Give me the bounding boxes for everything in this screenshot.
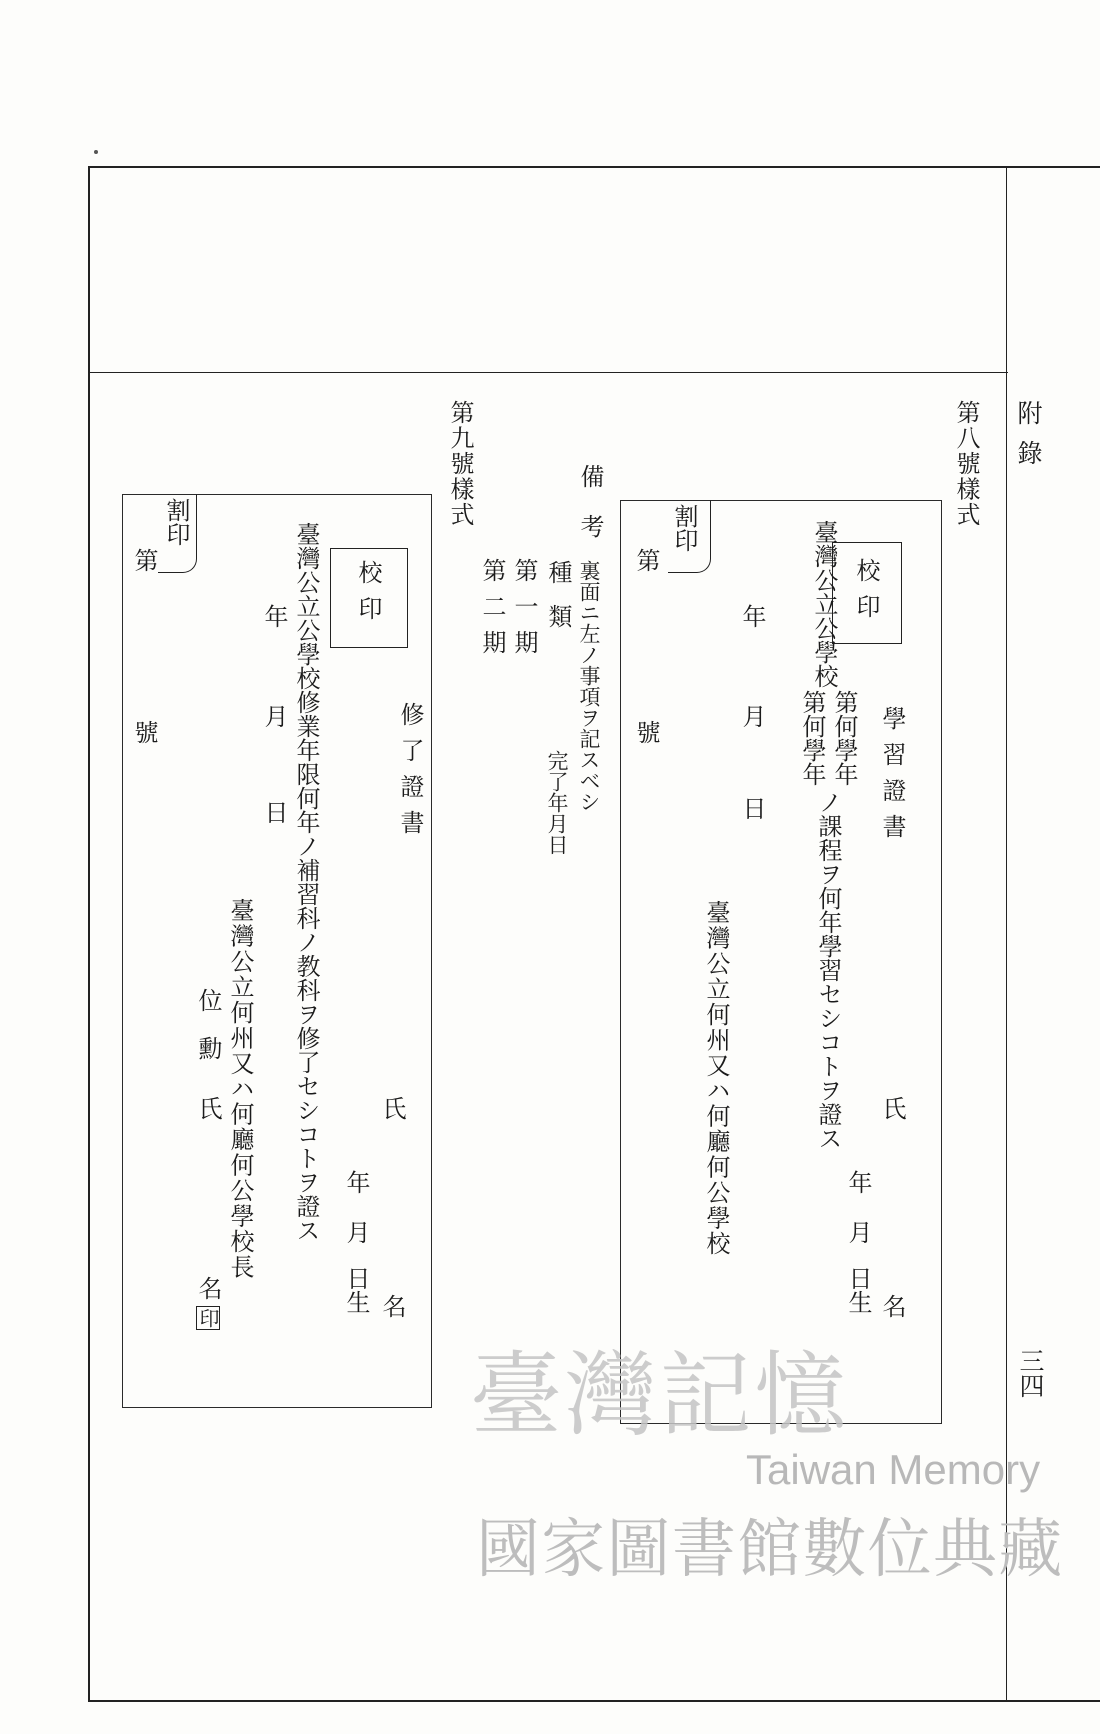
form9-number-suffix: 號: [130, 720, 158, 744]
form9-birth-month: 月: [342, 1220, 370, 1244]
form8-number-prefix: 第: [632, 548, 660, 572]
watermark-calligraphy: 臺灣記憶: [470, 1342, 850, 1449]
form8-body-rest: ノ課程ヲ何年學習セシコトヲ證ス: [814, 790, 842, 1150]
form9-school-seal: 校印: [354, 560, 382, 632]
form9-name: 名: [194, 1276, 222, 1300]
speck: [94, 150, 98, 154]
form9-surname: 氏: [194, 1096, 222, 1120]
form8-split-seal: 割印: [670, 504, 698, 552]
form8-frame-edge: [620, 500, 621, 1424]
margin-appendix-label: 附錄: [1014, 400, 1043, 480]
remarks-instruction: 裏面ニ左ノ事項ヲ記スベシ: [577, 560, 601, 812]
form9-seal-mark: 印: [196, 1308, 220, 1328]
form9-issuer: 臺灣公立何州又ハ何廳何公學校長: [226, 898, 254, 1280]
form8-body-year-b: 第何學年: [798, 690, 826, 786]
form8-date-month: 月: [738, 704, 766, 728]
form9-date-day: 日: [260, 800, 288, 824]
watermark-english: Taiwan Memory: [746, 1446, 1041, 1493]
remarks-col-type: 種: [544, 560, 572, 584]
watermark-library: 國家圖書館數位典藏: [476, 1513, 1064, 1587]
form8-title: 第八號樣式: [952, 400, 980, 528]
form8-issuer: 臺灣公立何州又ハ何廳何公學校: [702, 900, 730, 1257]
form8-date-day: 日: [738, 796, 766, 820]
form9-doc-title: 修了證書: [396, 702, 424, 846]
page-number: 三四: [1016, 1348, 1045, 1398]
form9-birth-year: 年: [342, 1170, 370, 1194]
form9-decoration: 勳: [194, 1036, 222, 1060]
form8-body-year-a: 第何學年: [830, 690, 858, 786]
form8-name-label2: 名: [878, 1294, 906, 1318]
remarks-period-2: 第二期: [478, 558, 506, 666]
form9-split-seal: 割印: [162, 498, 190, 546]
form8-birth-day: 日生: [844, 1266, 872, 1314]
form9-name-label2: 名: [378, 1294, 406, 1318]
form8-school-seal: 校印: [852, 558, 880, 630]
form9-name-label: 氏: [378, 1096, 406, 1120]
form9-body: 臺灣公立公學校修業年限何年ノ補習科ノ教科ヲ修了セシコトヲ證ス: [292, 522, 320, 1242]
form9-number-prefix: 第: [130, 548, 158, 572]
form8-doc-title: 學習證書: [878, 706, 906, 850]
remarks-period-1: 第一期: [510, 558, 538, 666]
form9-birth-day: 日生: [342, 1266, 370, 1314]
form8-birth-year: 年: [844, 1170, 872, 1194]
form9-date-month: 月: [260, 704, 288, 728]
header-rule: [88, 372, 1008, 373]
form9-rank: 位: [194, 988, 222, 1012]
form8-body-line1: 臺灣公立公學校: [810, 520, 838, 688]
form8-number-suffix: 號: [632, 720, 660, 744]
form9-date-year: 年: [260, 604, 288, 628]
remarks-heading-2: 考: [576, 514, 604, 538]
form8-birth-month: 月: [844, 1220, 872, 1244]
form8-name-label: 氏: [878, 1096, 906, 1120]
remarks-col-type2: 類: [544, 604, 572, 628]
form8-date-year: 年: [738, 604, 766, 628]
remarks-heading-1: 備: [576, 464, 604, 488]
remarks-col-complete: 完了年月日: [545, 750, 569, 855]
form9-title: 第九號樣式: [446, 400, 474, 528]
